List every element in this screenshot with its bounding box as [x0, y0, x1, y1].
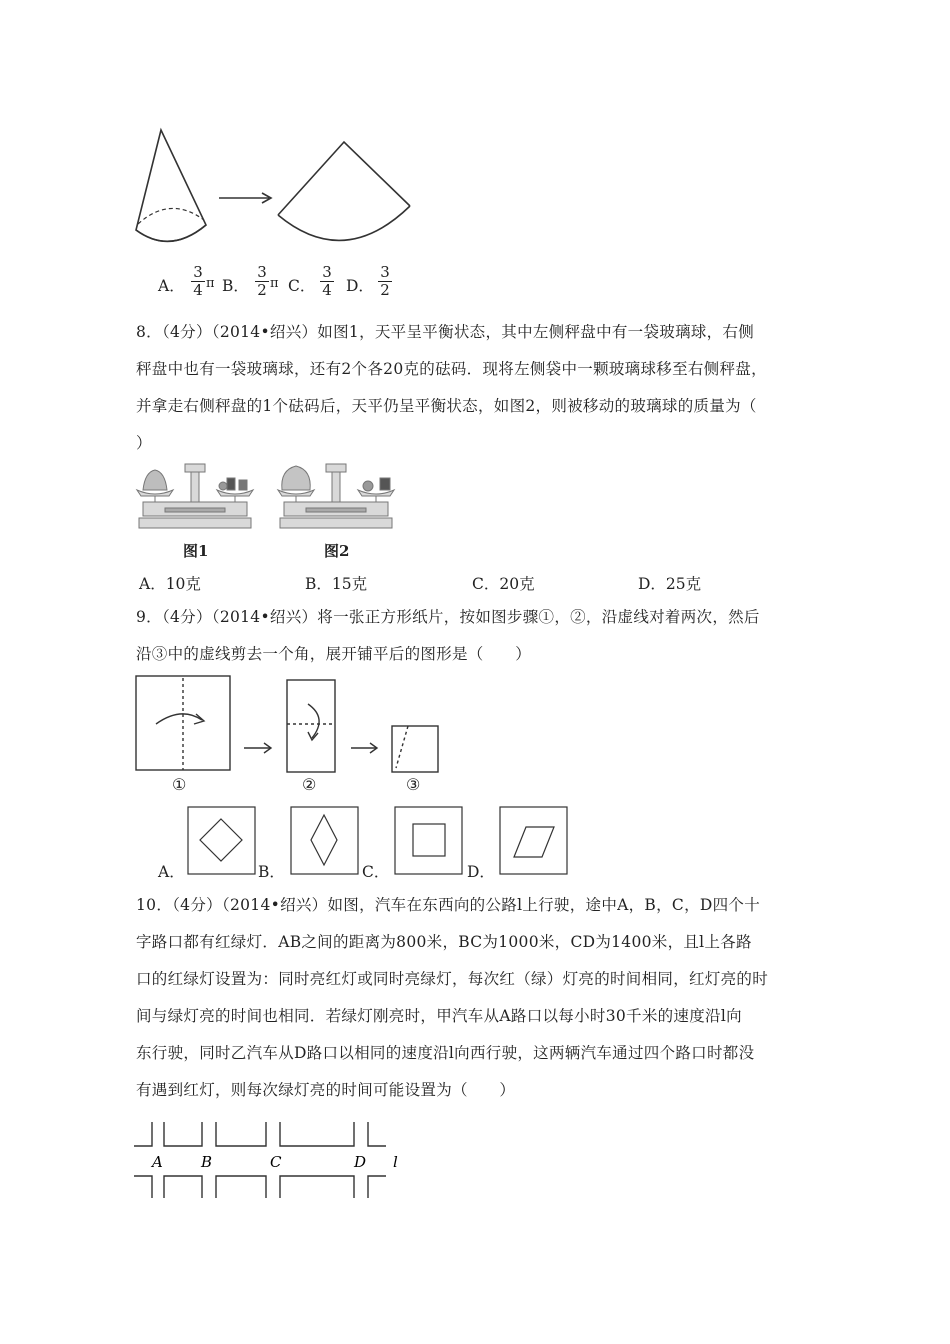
q8-option-a[interactable]: A．10克	[139, 575, 201, 593]
q9-option-a-shape	[188, 807, 256, 875]
q7-option-c-fraction: 3 4	[319, 264, 335, 299]
cone-figure	[0, 0, 950, 260]
folding-steps-figure	[136, 676, 456, 786]
q7-option-b-fraction: 3 2	[254, 264, 270, 299]
q7-option-a-fraction: 3 4	[190, 264, 206, 299]
step-label: ①	[172, 775, 187, 794]
q9-option-c[interactable]: C．	[362, 863, 390, 881]
step-label: ②	[302, 775, 317, 794]
q8-line: 秤盘中也有一袋玻璃球，还有2个各20克的砝码．现将左侧袋中一颗玻璃球移至右侧秤盘，	[136, 360, 767, 378]
q8-line: 8．（4分）（2014•绍兴）如图1，天平呈平衡状态，其中左侧秤盘中有一袋玻璃球，右侧	[136, 323, 755, 341]
road-label-l: l	[393, 1153, 398, 1171]
q7-option-b-suffix: π	[270, 276, 279, 291]
q8-option-b[interactable]: B．15克	[305, 575, 368, 593]
q10-line: 有遇到红灯，则每次绿灯亮的时间可能设置为（ ）	[136, 1081, 516, 1099]
q7-option-c-label[interactable]: C．	[288, 277, 316, 295]
figure-caption: 图2	[324, 542, 350, 560]
q10-line: 10．（4分）（2014•绍兴）如图，汽车在东西向的公路l上行驶，途中A，B，C，D四个十	[136, 896, 761, 914]
q8-option-d[interactable]: D．25克	[638, 575, 702, 593]
q9-line: 9．（4分）（2014•绍兴）将一张正方形纸片，按如图步骤①，②，沿虚线对着两次，然后	[136, 608, 760, 626]
q9-option-b[interactable]: B．	[258, 863, 285, 881]
q7-option-d-fraction: 3 2	[377, 264, 393, 299]
figure-caption: 图1	[183, 542, 209, 560]
q9-option-a[interactable]: A．	[158, 863, 185, 881]
q9-option-c-shape	[395, 807, 463, 875]
q9-option-d-shape	[500, 807, 568, 875]
q10-line: 字路口都有红绿灯．AB之间的距离为800米，BC为1000米，CD为1400米，且l上各路	[136, 933, 752, 951]
q7-option-a-label[interactable]: A．	[158, 277, 185, 295]
road-intersections-figure	[134, 1122, 414, 1202]
q10-line: 东行驶，同时乙汽车从D路口以相同的速度沿l向西行驶，这两辆汽车通过四个路口时都没	[136, 1044, 755, 1062]
q8-option-c[interactable]: C．20克	[472, 575, 535, 593]
road-label-d: D	[354, 1153, 367, 1171]
step-label: ③	[406, 775, 421, 794]
road-label-a: A	[152, 1153, 163, 1171]
q10-line: 间与绿灯亮的时间也相同．若绿灯刚亮时，甲汽车从A路口以每小时30千米的速度沿l向	[136, 1007, 742, 1025]
road-label-c: C	[270, 1153, 282, 1171]
q7-option-a-suffix: π	[206, 276, 215, 291]
q9-option-b-shape	[291, 807, 359, 875]
q8-line: ）	[136, 434, 152, 452]
q7-option-d-label[interactable]: D．	[346, 277, 374, 295]
q7-option-b-label[interactable]: B．	[222, 277, 249, 295]
q10-line: 口的红绿灯设置为：同时亮红灯或同时亮绿灯，每次红（绿）灯亮的时间相同，红灯亮的时	[136, 970, 769, 988]
balance-figure-2	[276, 462, 396, 532]
q9-line: 沿③中的虚线剪去一个角，展开铺平后的图形是（ ）	[136, 645, 532, 663]
balance-figure-1	[135, 462, 255, 532]
q9-option-d[interactable]: D．	[467, 863, 495, 881]
q8-line: 并拿走右侧秤盘的1个砝码后，天平仍呈平衡状态，如图2，则被移动的玻璃球的质量为（	[136, 397, 757, 415]
road-label-b: B	[201, 1153, 213, 1171]
